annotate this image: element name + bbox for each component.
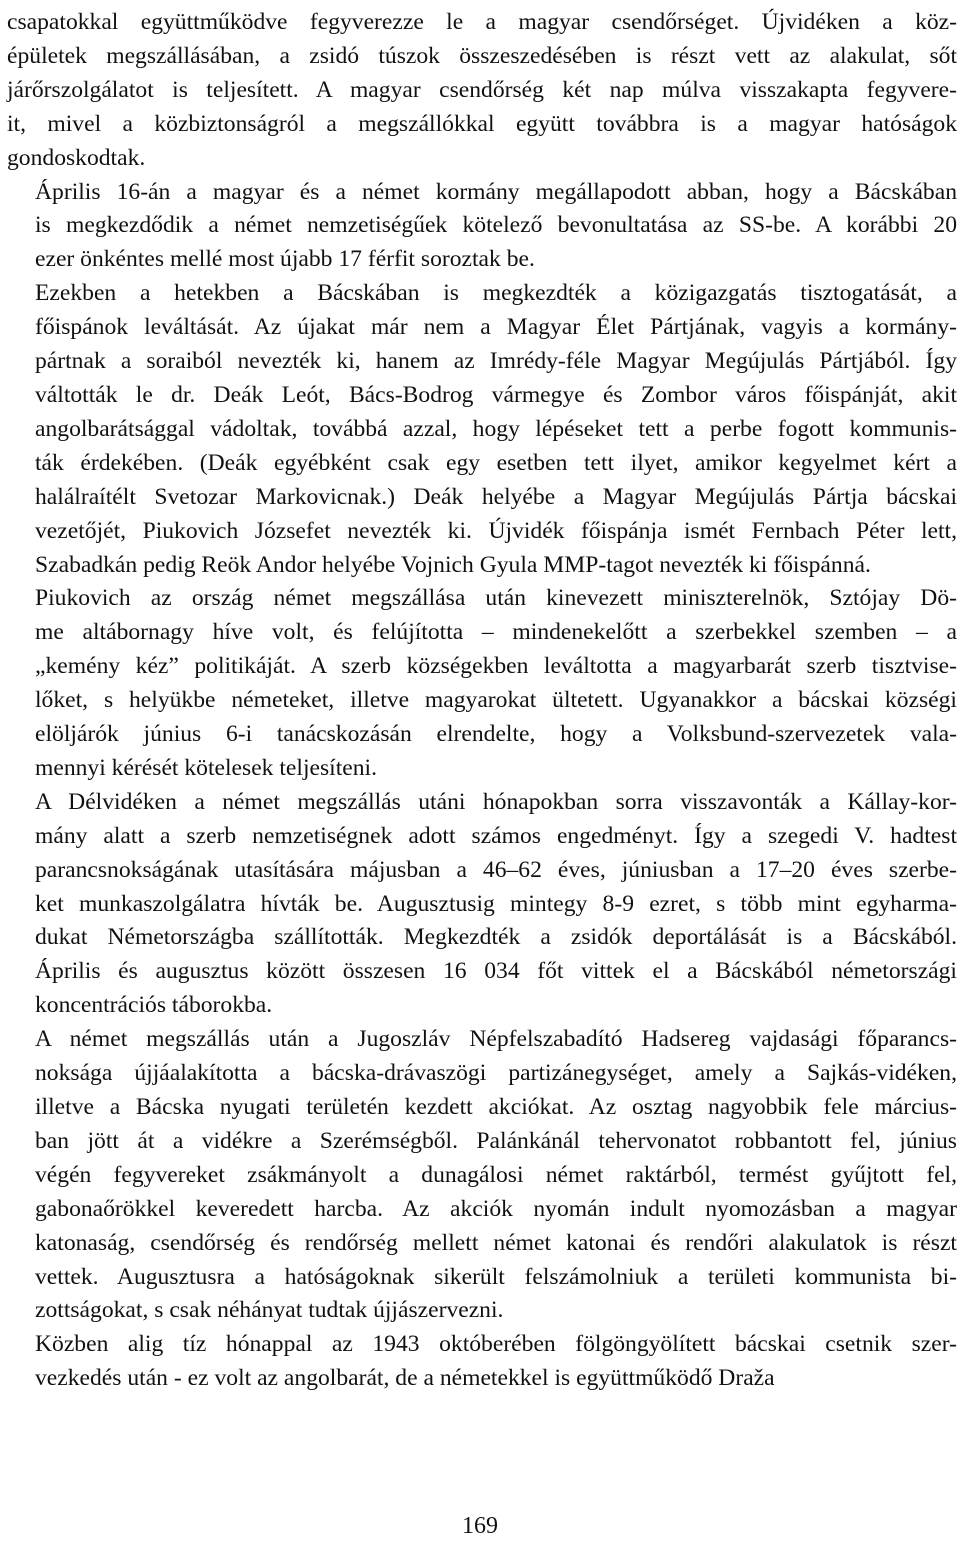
text-line: ták érdekében. (Deák egyébként csak egy esetben tett ilyet, amikor kegyelmet kért a xyxy=(35,449,957,476)
text-line: parancsnokságának utasítására májusban a 46–62 éves, júniusban a 17–20 éves szerbe- xyxy=(35,856,957,883)
text-line: katonaság, csendőrség és rendőrség mellett német katonai és rendőri alakulatok is részt xyxy=(35,1229,957,1256)
text-line: elöljárók június 6-i tanácskozásán elrendelte, hogy a Volksbund-szervezetek vala- xyxy=(35,721,957,748)
text-line: mány alatt a szerb nemzetiségnek adott számos engedményt. Így a szegedi V. hadtest xyxy=(35,822,957,849)
text-line: járőrszolgálatot is teljesített. A magyar csendőrség két nap múlva visszakapta fegyvere- xyxy=(7,76,957,103)
text-line: gondoskodtak. xyxy=(7,144,146,171)
text-line: váltották le dr. Deák Leót, Bács-Bodrog vármegye és Zombor város főispánját, akit xyxy=(35,381,957,408)
text-line: épületek megszállásában, a zsidó túszok összeszedésében is részt vett az alakulat, sőt xyxy=(7,42,957,69)
text-line: Szabadkán pedig Reök Andor helyébe Vojnich Gyula MMP-tagot nevezték ki főispánná. xyxy=(35,551,871,578)
paragraph xyxy=(7,1328,957,1396)
text-line: pártnak a soraiból nevezték ki, hanem az Imrédy-féle Magyar Megújulás Pártjából. Így xyxy=(35,348,957,375)
text-line: mennyi kérését kötelesek teljesíteni. xyxy=(35,754,377,781)
text-line: Közben alig tíz hónappal az 1943 októberében fölgöngyölített bácskai csetnik szer- xyxy=(35,1331,957,1358)
paragraph xyxy=(7,582,957,785)
paragraph xyxy=(7,1023,957,1328)
text-line: noksága újjáalakította a bácska-drávaszögi partizánegységet, amely a Sajkás-vidéken, xyxy=(35,1060,957,1087)
paragraph xyxy=(7,176,957,278)
text-line: is megkezdődik a német nemzetiségűek kötelező bevonultatása az SS-be. A korábbi 20 xyxy=(35,212,957,239)
text-line: ban jött át a vidékre a Szerémségből. Palánkánál tehervonatot robbantott fel, június xyxy=(35,1127,957,1154)
text-line: koncentrációs táborokba. xyxy=(35,992,273,1019)
text-line: vezetőjét, Piukovich Józsefet nevezték ki. Újvidék főispánja ismét Fernbach Péter lett, xyxy=(35,517,957,544)
text-line: zottságokat, s csak néhányat tudtak újjászervezni. xyxy=(35,1297,504,1324)
page-number: 169 xyxy=(462,1513,498,1539)
text-line: halálraítélt Svetozar Markovicnak.) Deák helyébe a Magyar Megújulás Pártja bácskai xyxy=(35,483,957,510)
text-line: ket munkaszolgálatra hívták be. Augusztusig mintegy 8-9 ezret, s több mint egyharma- xyxy=(35,890,957,917)
text-line: végén fegyvereket zsákmányolt a dunagálosi német raktárból, termést gyűjtott fel, xyxy=(35,1161,957,1188)
text-line: lőket, s helyükbe németeket, illetve magyarokat ültetett. Ugyanakkor a bácskai községi xyxy=(35,687,957,714)
text-line: A német megszállás után a Jugoszláv Népfelszabadító Hadsereg vajdasági főparancs- xyxy=(35,1026,957,1053)
text-line: Április 16-án a magyar és a német kormány megállapodott abban, hogy a Bácskában xyxy=(35,178,957,205)
text-line: dukat Németországba szállították. Megkezdték a zsidók deportálását is a Bácskából. xyxy=(35,924,957,951)
text-line: illetve a Bácska nyugati területén kezdett akciókat. Az osztag nagyobbik fele március- xyxy=(35,1094,957,1120)
text-line: vezkedés után - ez volt az angolbarát, de a németekkel is együttműködő Draža xyxy=(35,1365,775,1392)
document-body xyxy=(7,6,957,1396)
text-line: it, mivel a közbiztonságról a megszállókkal együtt továbbra is a magyar hatóságok xyxy=(7,110,957,137)
text-line: A Délvidéken a német megszállás utáni hónapokban sorra visszavonták a Kállay-kor- xyxy=(35,788,957,815)
text-line: vettek. Augusztusra a hatóságoknak sikerült felszámolniuk a területi kommunista bi- xyxy=(35,1263,957,1290)
paragraph xyxy=(7,277,957,582)
paragraph xyxy=(7,6,957,176)
text-line: Április és augusztus között összesen 16 034 főt vittek el a Bácskából németországi xyxy=(35,958,957,985)
text-line: csapatokkal együttműködve fegyverezze le a magyar csendőrséget. Újvidéken a köz- xyxy=(7,9,957,35)
text-line: me altábornagy híve volt, és felújította – mindenekelőtt a szerbekkel szemben – a xyxy=(35,619,957,646)
paragraph xyxy=(7,786,957,1023)
text-line: főispánok leváltását. Az újakat már nem a Magyar Élet Pártjának, vagyis a kormány- xyxy=(35,314,957,341)
text-line: angolbarátsággal vádoltak, továbbá azzal, hogy lépéseket tett a perbe fogott kommunis- xyxy=(35,415,957,442)
text-line: Piukovich az ország német megszállása után kinevezett miniszterelnök, Sztójay Dö- xyxy=(35,585,957,612)
text-line: ezer önkéntes mellé most újabb 17 férfit soroztak be. xyxy=(35,246,535,273)
text-line: „kemény kéz” politikáját. A szerb községekben leváltotta a magyarbarát szerb tisztvise- xyxy=(35,653,957,680)
text-line: gabonaőrökkel keveredett harcba. Az akciók nyomán indult nyomozásban a magyar xyxy=(35,1195,957,1222)
text-line: Ezekben a hetekben a Bácskában is megkezdték a közigazgatás tisztogatását, a xyxy=(35,280,957,307)
